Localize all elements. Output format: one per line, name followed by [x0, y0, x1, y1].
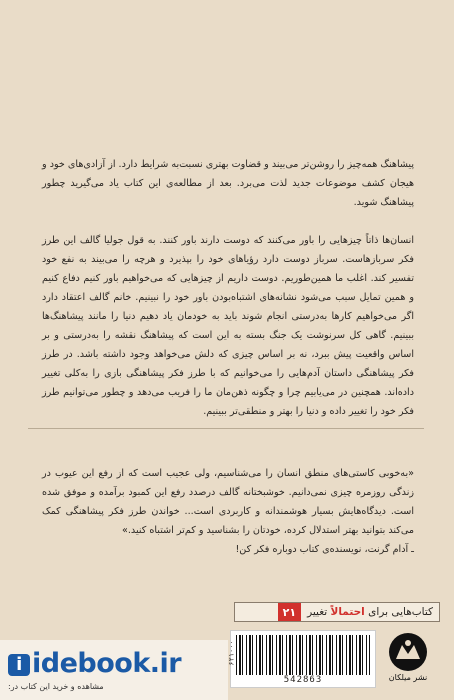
series-prefix: کتاب‌هایی برای	[368, 606, 433, 618]
series-highlight: احتمالاً	[330, 606, 365, 618]
publisher-name: نشر میلکان	[388, 673, 428, 682]
barcode-side-number: ۶۲۱۰۰۰	[227, 640, 236, 666]
barcode-digits: 542863	[283, 675, 323, 685]
watermark-brand[interactable]	[8, 648, 181, 679]
series-suffix: تغییر	[307, 606, 328, 618]
publisher-emblem-icon	[388, 632, 428, 672]
section-divider	[28, 428, 424, 429]
endorsement-quote	[42, 464, 414, 559]
isbn-barcode	[227, 630, 376, 688]
publisher-logo	[382, 632, 434, 688]
description-intro	[42, 155, 414, 212]
brand-logo-icon: i	[8, 654, 30, 676]
quote-author: ـ آدام گرنت، نویسنده‌ی کتاب دوباره فکر کن!	[235, 544, 414, 555]
description-main	[42, 231, 414, 421]
series-label	[234, 602, 440, 622]
watermark-caption: مشاهده و خرید این کتاب در:	[8, 682, 104, 691]
series-text	[301, 606, 439, 618]
watermark-banner[interactable]	[0, 640, 228, 700]
paragraph-2: انسان‌ها ذاتاً چیزهایی را باور می‌کنند که دوست دارند باور کنند. به قول جولیا گالف این طرز فکر سربازهاست. سرباز دوست دارد رؤیاهای خود را بپذیرد و هرچه را می‌بیند به نفع خود تفسیر کند. اغلب ما همین‌طوریم. دوست داریم از چیزهایی که می‌خواهیم باور کنیم دفاع کنیم و همین تمایل سبب می‌شود نشانه‌های اشتباه‌بودن باور خود را نبینیم. خانم گالف اعتقاد دارد اگر می‌خواهیم کارها به‌درستی انجام شوند باید به خودمان یاد دهیم دنیا را مانند پیشاهنگ‌ها ببینیم. گاهی کل سرنوشت یک جنگ بسته به این است که پیشاهنگ نقشه را به‌درستی و بر اساس واقعیت پیش ببرد، نه بر اساس چیزی که دلش می‌خواهد وجود داشته باشد. در طرز فکر پیشاهنگی داستان آدم‌هایی را می‌خوانیم که با طرز فکر پیشاهنگی بازی را به‌کلی تغییر داده‌اند. همچنین در می‌یابیم چرا و چگونه ذهن‌مان ما را فریب می‌دهد و چطور می‌توانیم طرز فکر خود را تغییر داده و دنیا را بهتر و منطقی‌تر ببینیم.	[42, 235, 414, 417]
series-number: ۲۱	[278, 603, 301, 621]
barcode-bars	[236, 635, 370, 675]
paragraph-1: پیشاهنگ همه‌چیز را روشن‌تر می‌بیند و قضاوت بهتری نسبت‌به شرایط دارد. از آزادی‌های خود و هیجان کشف موضوعات جدید لذت می‌برد. بعد از مطالعه‌ی این کتاب یاد می‌گیرید چطور پیشاهنگ شوید.	[42, 159, 414, 208]
quote-text: «به‌خوبی کاستی‌های منطق انسان را می‌شناسیم، ولی عجیب است که از رفع این عیوب در زندگی روزمره چیزی نمی‌دانیم. خوشبختانه گالف درصدد رفع این کمبود برآمده و موفق شده است. دیدگاه‌هایش بسیار هوشمندانه و کاربردی است... خواندن طرز فکر پیشاهنگی کمک می‌کند بتوانید بهتر استدلال کرده، خودتان را بشناسید و کم‌تر اشتباه کنید.»	[42, 468, 414, 536]
brand-text: idebook.ir	[32, 648, 182, 679]
